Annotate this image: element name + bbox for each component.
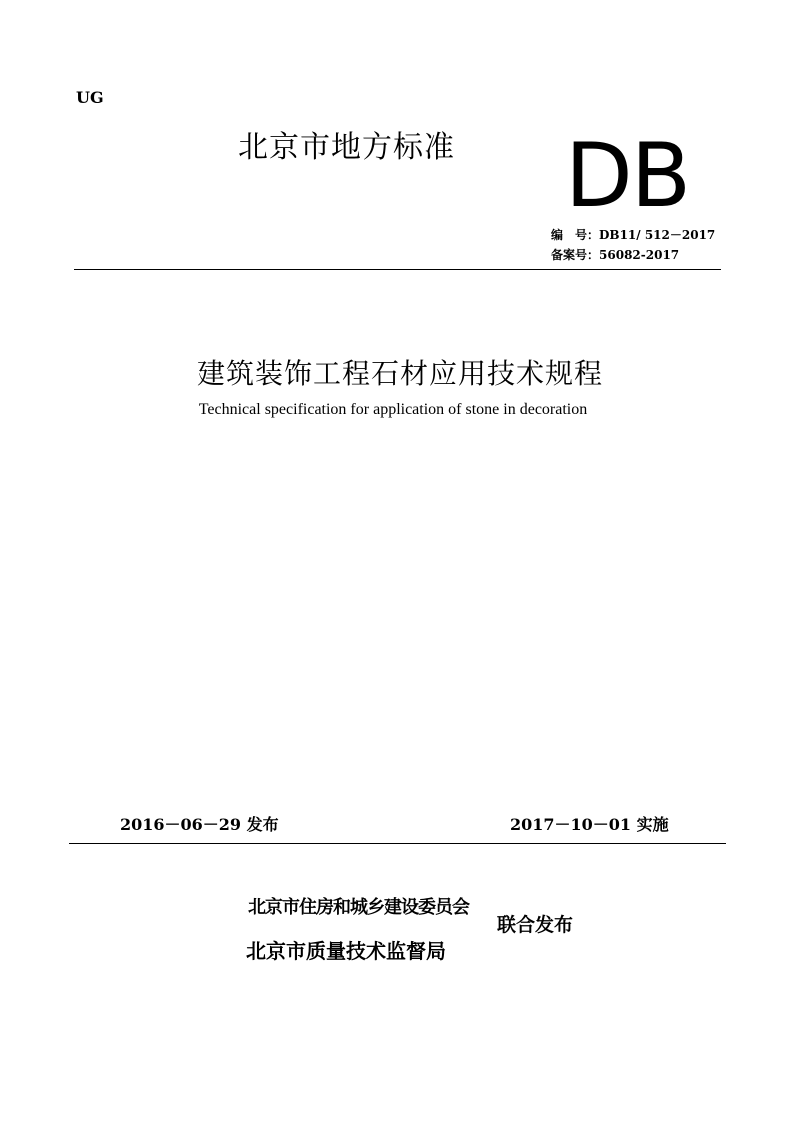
record-number-value: 56082-2017 — [599, 248, 680, 262]
record-number-label: 备案号： — [551, 248, 600, 262]
standard-level-title: 北京市地方标准 — [238, 130, 455, 165]
effective-date-line — [510, 812, 669, 835]
publisher-quality-bureau: 北京市质量技术监督局 — [246, 939, 446, 963]
standard-number-value: DB11/ 512－2017 — [599, 228, 716, 242]
joint-publish-label: 联合发布 — [497, 914, 574, 936]
record-number — [551, 246, 679, 263]
db-logo: DB — [565, 124, 690, 227]
document-title-english: Technical specification for application of stone in decoration — [198, 401, 588, 418]
classification-code: UG — [76, 88, 104, 107]
issue-date: 2016－06－29 — [120, 815, 242, 834]
publisher-housing-commission: 北京市住房和城乡建设委员会 — [248, 897, 469, 918]
effective-date: 2017－10－01 — [510, 815, 632, 834]
issue-date-line — [120, 812, 279, 835]
standard-number-label: 编 号： — [551, 228, 600, 242]
effective-label: 实施 — [636, 815, 669, 834]
top-divider — [74, 269, 721, 270]
standard-number — [551, 226, 715, 243]
bottom-divider — [69, 843, 726, 844]
issue-label: 发布 — [246, 815, 279, 834]
document-title-chinese: 建筑装饰工程石材应用技术规程 — [196, 357, 603, 390]
